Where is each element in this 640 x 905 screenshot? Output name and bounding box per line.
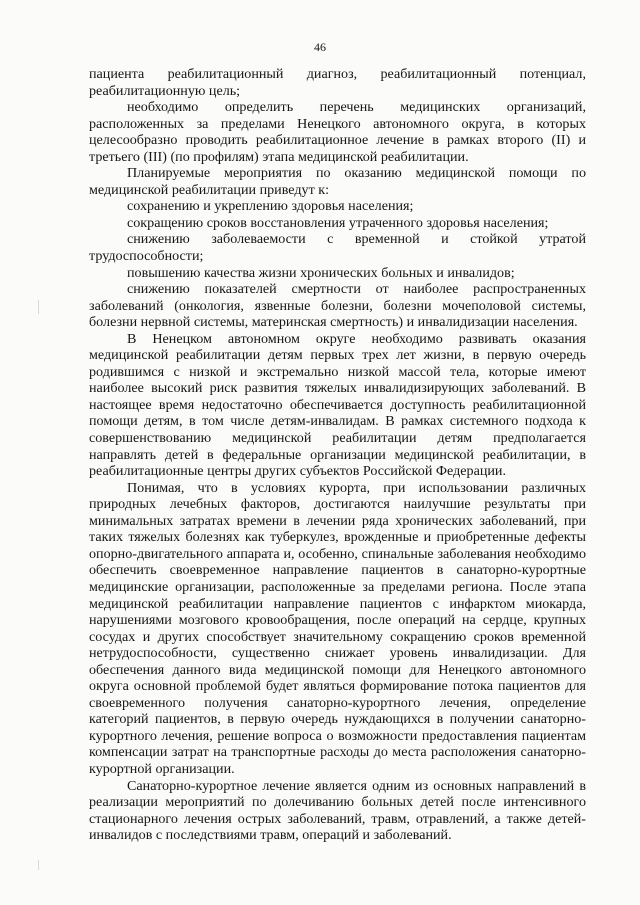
paragraph-6: снижению заболеваемости с временной и стойкой утратой трудоспособности; xyxy=(89,231,586,265)
paragraph-3: Планируемые мероприятия по оказанию медицинской помощи по медицинской реабилитации приведут к: xyxy=(89,165,586,198)
paragraph-8: снижению показателей смертности от наиболее распространенных заболеваний (онкология, язвенные болезни, болезни мочеполовой системы, болезни нервной системы, материнская смертность) и инвалидизации населения. xyxy=(89,281,586,331)
paragraph-4: сохранению и укреплению здоровья населения; xyxy=(127,198,414,215)
paragraph-1: пациента реабилитационный диагноз, реабилитационный потенциал, реабилитационную цель; xyxy=(89,66,586,99)
paragraph-5: сокращению сроков восстановления утраченного здоровья населения; xyxy=(127,214,549,231)
paragraph-7: повышению качества жизни хронических больных и инвалидов; xyxy=(127,264,515,281)
page-number: 46 xyxy=(314,40,326,54)
paragraph-9: В Ненецком автономном округе необходимо развивать оказания медицинской реабилитации детям первых трех лет жизни, в первую очередь родившимся с низкой и экстремально низкой массой тела, которые имеют наиболее высокий риск развития тяжелых инвалидизирующих заболеваний. В настоящее время недостаточно обеспечивается доступность реабилитационной помощи детям, в том числе детям-инвалидам. В рамках системного подхода к совершенствованию медицинской реабилитации детям предполагается направлять детей в федеральные организации медицинской реабилитации, в реабилитационные центры других субъектов Российской Федерации. xyxy=(89,330,586,480)
paragraph-2: необходимо определить перечень медицинских организаций, расположенных за пределами Ненецкого автономного округа, в которых целесообразно проводить реабилитационное лечение в рамках второго (II) и третьего (III) (по профилям) этапа медицинской реабилитации. xyxy=(89,99,586,165)
scan-edge-mark xyxy=(38,300,39,314)
paragraph-11: Санаторно-курортное лечение является одним из основных направлений в реализации мероприятий по долечиванию больных детей после интенсивного стационарного лечения острых заболеваний, травм, отравлений, а также детей-инвалидов с последствиями травм, операций и заболеваний. xyxy=(89,777,586,844)
scan-edge-mark xyxy=(38,860,39,870)
body-text xyxy=(89,66,586,844)
paragraph-10: Понимая, что в условиях курорта, при использовании различных природных лечебных факторов, достигаются наилучшие результаты при минимальных затратах времени в лечении ряда хронических заболеваний, при таких тяжелых болезнях как туберкулез, врожденные и приобретенные дефекты опорно-двигательного аппарата и, особенно, спинальные заболевания необходимо обеспечить своевременное направление пациентов в санаторно-курортные медицинские организации, расположенные за пределами региона. После этапа медицинской реабилитации направление пациентов с инфарктом миокарда, нарушениями мозгового кровообращения, после операций на сердце, крупных сосудах и других способствует значительному сокращению сроков временной нетрудоспособности, существенно снижает уровень инвалидизации. Для обеспечения данного вида медицинской помощи для Ненецкого автономного округа основной проблемой будет являться формирование потока пациентов для своевременного получения санаторно-курортного лечения, определение категорий пациентов, в первую очередь нуждающихся в получении санаторно-курортного лечения, решение вопроса о возможности предоставления пациентам компенсации затрат на транспортные расходы до места расположения санаторно-курортной организации. xyxy=(89,479,586,777)
